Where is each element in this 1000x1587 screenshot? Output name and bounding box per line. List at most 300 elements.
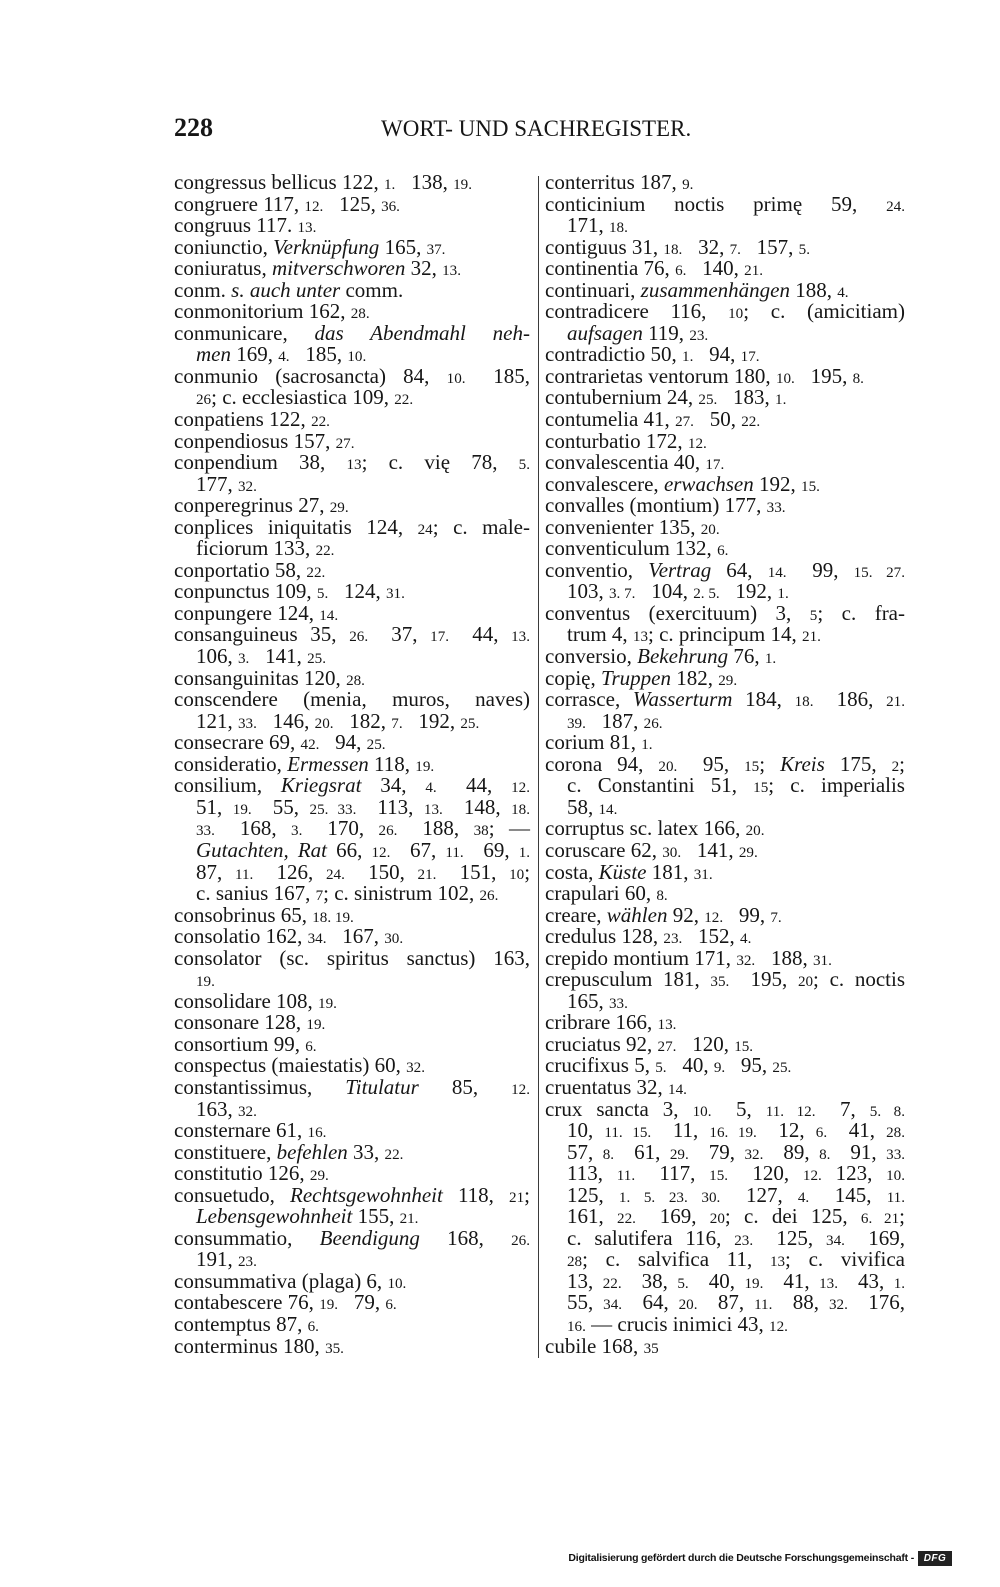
line-reference: 13 — [632, 629, 649, 646]
entry-line — [545, 1163, 905, 1185]
index-entry — [545, 557, 906, 604]
line-reference: 10. — [775, 370, 795, 387]
line-reference: 19. — [232, 801, 252, 818]
entry-text: 152, — [682, 924, 741, 949]
line-reference: 21. — [417, 866, 437, 883]
entry-line — [545, 1182, 906, 1207]
line-reference: 25. — [698, 392, 718, 409]
entry-line — [174, 988, 530, 1013]
entry-text: consilium, — [174, 773, 281, 798]
entry-text: 61, — [614, 1139, 670, 1164]
line-reference: 20. — [658, 758, 678, 775]
index-entry — [545, 363, 905, 388]
entry-text: conversio, — [545, 644, 638, 669]
gloss-text: Verknüpfung — [273, 234, 380, 259]
index-entry — [174, 557, 530, 582]
entry-text: 118, — [442, 1182, 510, 1207]
line-reference: 11. — [754, 1297, 773, 1314]
entry-text: 119, — [642, 320, 690, 345]
entry-line — [174, 624, 530, 646]
entry-line — [174, 600, 530, 625]
line-reference: 31. — [693, 866, 713, 883]
gloss-text: erwachsen — [663, 471, 754, 496]
entry-text: congruere 117, — [174, 191, 305, 216]
index-entry — [545, 471, 905, 496]
entry-line — [174, 344, 530, 366]
entry-text: consolatio 162, — [174, 924, 308, 949]
entry-line — [174, 1120, 530, 1142]
entry-line — [174, 538, 530, 560]
index-entry — [545, 883, 905, 905]
entry-text: 148, — [442, 794, 512, 819]
line-reference: 29. — [669, 1146, 689, 1163]
line-reference: 10 — [509, 866, 525, 883]
entry-text: 64, — [622, 1290, 679, 1315]
line-reference: 1. 5. 23. 30. — [618, 1189, 721, 1206]
entry-text: constituere, — [174, 1139, 277, 1164]
line-reference: 13. — [511, 629, 530, 646]
index-entry — [545, 837, 905, 862]
gloss-text: s. auch unter — [231, 277, 341, 302]
entry-text: 167, — [326, 924, 385, 949]
line-reference: 22. — [311, 414, 330, 431]
line-reference: 3. — [291, 823, 303, 840]
line-reference: 10 — [728, 306, 744, 323]
entry-text: ; c. vię 78, — [361, 450, 519, 475]
line-reference: 19. — [306, 1017, 326, 1034]
entry-line — [174, 258, 530, 280]
entry-text: convenienter 135, — [545, 514, 701, 539]
entry-line — [174, 320, 530, 345]
line-reference: 16. 19. — [709, 1125, 757, 1142]
line-reference: 15. — [734, 1038, 754, 1055]
index-entry — [545, 926, 905, 948]
line-reference: 13. — [819, 1275, 838, 1292]
entry-text: cribrare 166, — [545, 1010, 658, 1035]
gloss-text: mitverschworen — [271, 256, 406, 281]
index-entry — [545, 344, 905, 366]
entry-text: conscendere (menia, muros, naves) — [174, 687, 530, 712]
index-entry — [174, 1055, 530, 1077]
line-reference: 32. — [744, 1146, 764, 1163]
line-reference: 42. — [300, 737, 320, 754]
entry-text: 168, — [419, 1225, 512, 1250]
line-reference: 32. — [238, 478, 257, 495]
entry-text: 40, — [666, 1053, 714, 1078]
entry-line — [545, 665, 905, 690]
entry-text: 140, — [686, 256, 745, 281]
gloss-text: zusammenhängen — [640, 277, 790, 302]
entry-text: 188, — [397, 816, 474, 841]
entry-text: copię, — [545, 665, 601, 690]
entry-text: corona 94, — [545, 751, 659, 776]
entry-text: conmunicare, — [174, 320, 315, 345]
entry-line — [174, 452, 530, 474]
line-reference: 7 — [315, 888, 324, 905]
entry-line — [545, 1012, 905, 1034]
index-entry — [174, 452, 530, 495]
line-reference: 19. — [415, 758, 435, 775]
entry-line — [174, 1292, 530, 1314]
line-reference: 23. — [238, 1254, 257, 1271]
line-reference: 6. — [307, 1318, 319, 1335]
entry-text: corruptus sc. latex 166, — [545, 816, 746, 841]
line-reference: 12. — [769, 1318, 788, 1335]
line-reference: 26 — [196, 392, 212, 409]
entry-line — [545, 428, 905, 453]
entry-text: 165, — [567, 988, 609, 1013]
entry-text: 165, — [379, 234, 427, 259]
entry-line — [545, 301, 905, 323]
entry-text: 161, — [567, 1204, 618, 1229]
entry-text: 79, — [688, 1139, 745, 1164]
entry-text: 168, — [214, 816, 292, 841]
line-reference: 15. — [709, 1168, 729, 1185]
entry-line — [545, 409, 905, 431]
index-entry — [174, 301, 530, 323]
index-entry — [545, 234, 905, 259]
gloss-text: Beendigung — [319, 1225, 420, 1250]
line-reference: 38 — [473, 823, 489, 840]
index-entry — [174, 191, 530, 216]
entry-line — [545, 988, 905, 1013]
entry-line — [174, 215, 530, 237]
entry-text: 55, — [567, 1290, 604, 1315]
line-reference: 14. — [319, 607, 339, 624]
entry-text: 169, — [635, 1204, 710, 1229]
index-entry — [174, 902, 530, 927]
entry-text: 177, — [196, 471, 238, 496]
line-reference: 11. — [445, 844, 464, 861]
entry-text: 12, — [756, 1118, 816, 1143]
index-entry — [174, 277, 530, 302]
entry-text: conperegrinus 27, — [174, 493, 330, 518]
line-reference: 32. — [828, 1297, 848, 1314]
line-reference: 3. 7. — [609, 586, 636, 603]
entry-text: 87, — [697, 1290, 755, 1315]
entry-text: conportatio 58, — [174, 557, 307, 582]
index-entry — [545, 818, 905, 840]
line-reference: 18. — [609, 220, 628, 237]
entry-text: consummativa (plaga) 6, — [174, 1268, 388, 1293]
line-reference: 1. — [775, 392, 787, 409]
entry-text: 120, — [676, 1031, 735, 1056]
line-reference: 25. — [460, 715, 480, 732]
entry-text: 89, — [763, 1139, 820, 1164]
index-entry — [174, 1012, 530, 1034]
index-entry — [545, 600, 905, 647]
entry-text: continentia 76, — [545, 256, 676, 281]
index-entry — [174, 258, 530, 280]
entry-line — [545, 1311, 905, 1336]
entry-text: ; c. sinistrum 102, — [323, 881, 480, 906]
entry-text: 117, — [635, 1161, 710, 1186]
entry-text: 145, — [809, 1182, 887, 1207]
line-reference: 30. — [662, 844, 682, 861]
entry-text: 94, — [693, 342, 741, 367]
entry-line — [545, 818, 905, 840]
line-reference: 26. — [479, 888, 499, 905]
entry-text: 99, — [786, 557, 854, 582]
entry-text: conplices iniquitatis 124, — [174, 514, 418, 539]
entry-text: 41, — [827, 1118, 887, 1143]
index-entry — [174, 409, 530, 431]
index-entry — [174, 665, 530, 690]
entry-text: ; c. ecclesiastica 109, — [211, 385, 395, 410]
entry-text: 32, — [682, 234, 730, 259]
entry-line — [174, 387, 530, 409]
line-reference: 37. — [426, 241, 446, 258]
entry-text: cruentatus 32, — [545, 1074, 669, 1099]
entry-line — [545, 859, 905, 884]
entry-line — [174, 883, 530, 905]
index-entry — [174, 1333, 530, 1358]
line-reference: 8. — [819, 1146, 831, 1163]
entry-line — [545, 1031, 905, 1056]
entry-text: 32, — [405, 256, 443, 281]
entry-text: coniunctio, — [174, 234, 274, 259]
entry-text: 41, — [763, 1268, 820, 1293]
entry-text: consolidare 108, — [174, 988, 319, 1013]
entry-text: 188, — [755, 945, 813, 970]
entry-line — [174, 1055, 530, 1077]
entry-text: 7, — [815, 1096, 870, 1121]
line-reference: 23. — [734, 1232, 754, 1249]
entry-text: ; c. noctis — [813, 967, 905, 992]
line-reference: 9. — [713, 1060, 726, 1077]
line-reference: 19. — [319, 1297, 339, 1314]
entry-text: convalescentia 40, — [545, 450, 706, 475]
entry-text: crux sancta 3, — [545, 1096, 693, 1121]
gloss-text: Gutachten, Rat — [196, 837, 328, 862]
entry-text: coruscare 62, — [545, 837, 663, 862]
index-entry — [174, 1139, 530, 1164]
gloss-text: men — [196, 342, 231, 367]
index-entry — [545, 732, 905, 754]
line-reference: 8. — [852, 370, 864, 387]
line-reference: 25. — [307, 651, 326, 668]
entry-line — [174, 1139, 530, 1164]
line-reference: 12. — [687, 435, 707, 452]
entry-line — [174, 1225, 531, 1250]
entry-line — [545, 191, 905, 216]
entry-text: 187, — [585, 708, 644, 733]
gloss-text: Titulatur — [345, 1074, 419, 1099]
entry-text: creare, — [545, 902, 607, 927]
line-reference: 20. — [678, 1297, 698, 1314]
index-entry — [545, 495, 905, 517]
entry-text: 40, — [688, 1268, 745, 1293]
entry-line — [174, 1074, 530, 1099]
line-reference: 12. — [802, 1168, 822, 1185]
index-entry — [174, 988, 530, 1013]
entry-text: conventiculum 132, — [545, 536, 718, 561]
entry-text: 13, — [567, 1268, 603, 1293]
entry-text: c. Constantini 51, — [567, 773, 754, 798]
entry-text: 50, — [693, 407, 742, 432]
entry-text: congressus bellicus 122, — [174, 170, 384, 194]
line-reference: 22. — [617, 1211, 636, 1228]
entry-text: 192, — [719, 579, 778, 604]
line-reference: 23. — [663, 931, 683, 948]
page-number: 228 — [174, 113, 213, 142]
line-reference: 34. — [603, 1297, 623, 1314]
index-entry — [545, 689, 905, 732]
line-reference: 35. — [710, 974, 730, 991]
entry-line — [174, 775, 530, 797]
line-reference: 19. — [453, 177, 472, 193]
entry-text: 188, — [789, 277, 838, 302]
entry-text: crucifixus 5, — [545, 1053, 656, 1078]
entry-text: 192, — [753, 471, 802, 496]
entry-line — [545, 600, 905, 625]
entry-text: 195, — [729, 967, 798, 992]
entry-text: 88, — [772, 1290, 829, 1315]
entry-text: 125, — [753, 1225, 827, 1250]
entry-text: 69, — [463, 837, 519, 862]
index-column-left — [174, 172, 530, 1357]
line-reference: 11. 12. — [765, 1103, 816, 1120]
index-entry — [545, 646, 905, 668]
line-reference: 24 — [417, 521, 433, 538]
entry-text: consternare 61, — [174, 1118, 308, 1143]
entry-line — [174, 751, 530, 776]
entry-line — [174, 902, 530, 927]
index-entry — [174, 751, 530, 776]
index-entry — [174, 1292, 530, 1314]
entry-line — [174, 514, 530, 539]
entry-line — [174, 428, 530, 453]
entry-line — [174, 945, 530, 970]
entry-text: 151, — [436, 859, 510, 884]
entry-line — [545, 1292, 905, 1314]
entry-line — [174, 837, 531, 862]
line-reference: 18. — [794, 694, 814, 711]
entry-text: contradictio 50, — [545, 342, 683, 367]
line-reference: 11. 15. — [604, 1125, 652, 1142]
index-entry — [545, 191, 905, 238]
entry-text: 66, — [327, 837, 372, 862]
entry-line — [545, 363, 905, 388]
entry-text: ; — [759, 751, 781, 776]
entry-text: consideratio, — [174, 751, 288, 776]
line-reference: 10. — [387, 1275, 407, 1292]
entry-line — [545, 1333, 905, 1358]
entry-text: ; — [899, 751, 906, 776]
entry-line — [545, 1268, 906, 1293]
entry-line — [174, 234, 530, 259]
entry-text: 34, — [361, 773, 426, 798]
entry-line — [545, 902, 905, 927]
entry-text: 118, — [368, 751, 416, 776]
line-reference: 15. — [801, 478, 820, 495]
line-reference: 5. — [798, 241, 810, 258]
entry-text: conmonitorium 162, — [174, 299, 351, 324]
line-reference: 20. — [700, 521, 720, 538]
index-entry — [545, 1012, 905, 1034]
entry-text: 175, — [824, 751, 892, 776]
entry-text: contumelia 41, — [545, 407, 676, 432]
entry-line — [545, 1249, 905, 1271]
entry-line — [545, 1206, 905, 1228]
index-entry — [545, 301, 905, 344]
entry-line — [174, 665, 530, 690]
entry-text: 37, — [368, 622, 431, 647]
entry-line — [174, 1249, 530, 1271]
line-reference: 25. — [772, 1060, 792, 1077]
line-reference: 32. — [406, 1060, 425, 1077]
index-entry — [174, 624, 530, 667]
line-reference: 26. — [643, 715, 663, 732]
line-reference: 15 — [753, 780, 769, 797]
entry-line — [545, 1055, 905, 1077]
line-reference: 7. — [770, 909, 782, 926]
entry-text: conspectus (maiestatis) 60, — [174, 1053, 407, 1078]
entry-text: — crucis inimici 43, — [585, 1311, 770, 1336]
entry-line — [174, 191, 530, 216]
entry-line — [174, 859, 531, 884]
line-reference: 28. — [350, 306, 370, 323]
entry-text: 92, — [667, 902, 705, 927]
index-entry — [174, 428, 530, 453]
entry-text: 124, — [328, 579, 386, 604]
entry-line — [174, 969, 530, 991]
index-entry — [545, 452, 905, 474]
line-reference: 17. — [430, 629, 450, 646]
gloss-text: Küste — [598, 859, 647, 884]
entry-text: conm. — [174, 277, 232, 302]
line-reference: 10. — [347, 349, 367, 366]
entry-text: 120, — [728, 1161, 803, 1186]
gloss-text: Vertrag — [648, 557, 712, 582]
index-column-right — [545, 172, 905, 1357]
line-reference: 22. — [384, 1146, 404, 1163]
line-reference: 6. 21 — [860, 1211, 900, 1228]
line-reference: 2 — [891, 758, 900, 775]
entry-text: 125, — [567, 1182, 619, 1207]
entry-text: 146, — [256, 708, 315, 733]
entry-text: consecrare 69, — [174, 730, 301, 755]
line-reference: 21. — [744, 263, 764, 280]
index-entry — [174, 1031, 530, 1056]
entry-text: crapulari 60, — [545, 881, 657, 906]
funding-note: Digitalisierung gefördert durch die Deutsche Forschungsgemeinschaft - — [568, 1552, 914, 1564]
line-reference: 5 — [809, 607, 818, 624]
line-reference: 13 — [346, 457, 362, 474]
entry-text: 57, — [567, 1139, 603, 1164]
index-entry — [545, 428, 905, 453]
entry-line — [174, 1031, 530, 1056]
entry-line — [174, 1096, 530, 1121]
index-entry — [174, 234, 530, 259]
line-reference: 16. — [307, 1125, 327, 1142]
line-reference: 13. — [657, 1017, 677, 1034]
entry-line — [174, 1163, 530, 1185]
entry-line — [545, 215, 905, 237]
entry-text: consuetudo, — [174, 1182, 291, 1207]
index-entry — [545, 538, 905, 560]
entry-text: ficiorum 133, — [196, 536, 316, 561]
index-entry — [545, 277, 905, 302]
entry-text: conterritus 187, — [545, 170, 683, 194]
entry-line — [545, 775, 905, 797]
entry-line — [174, 646, 530, 668]
line-reference: 34. — [826, 1232, 845, 1249]
line-reference: 1. — [682, 349, 694, 366]
gloss-text: Kriegsrat — [280, 773, 362, 798]
index-entry — [545, 1055, 905, 1077]
entry-line — [545, 969, 905, 991]
